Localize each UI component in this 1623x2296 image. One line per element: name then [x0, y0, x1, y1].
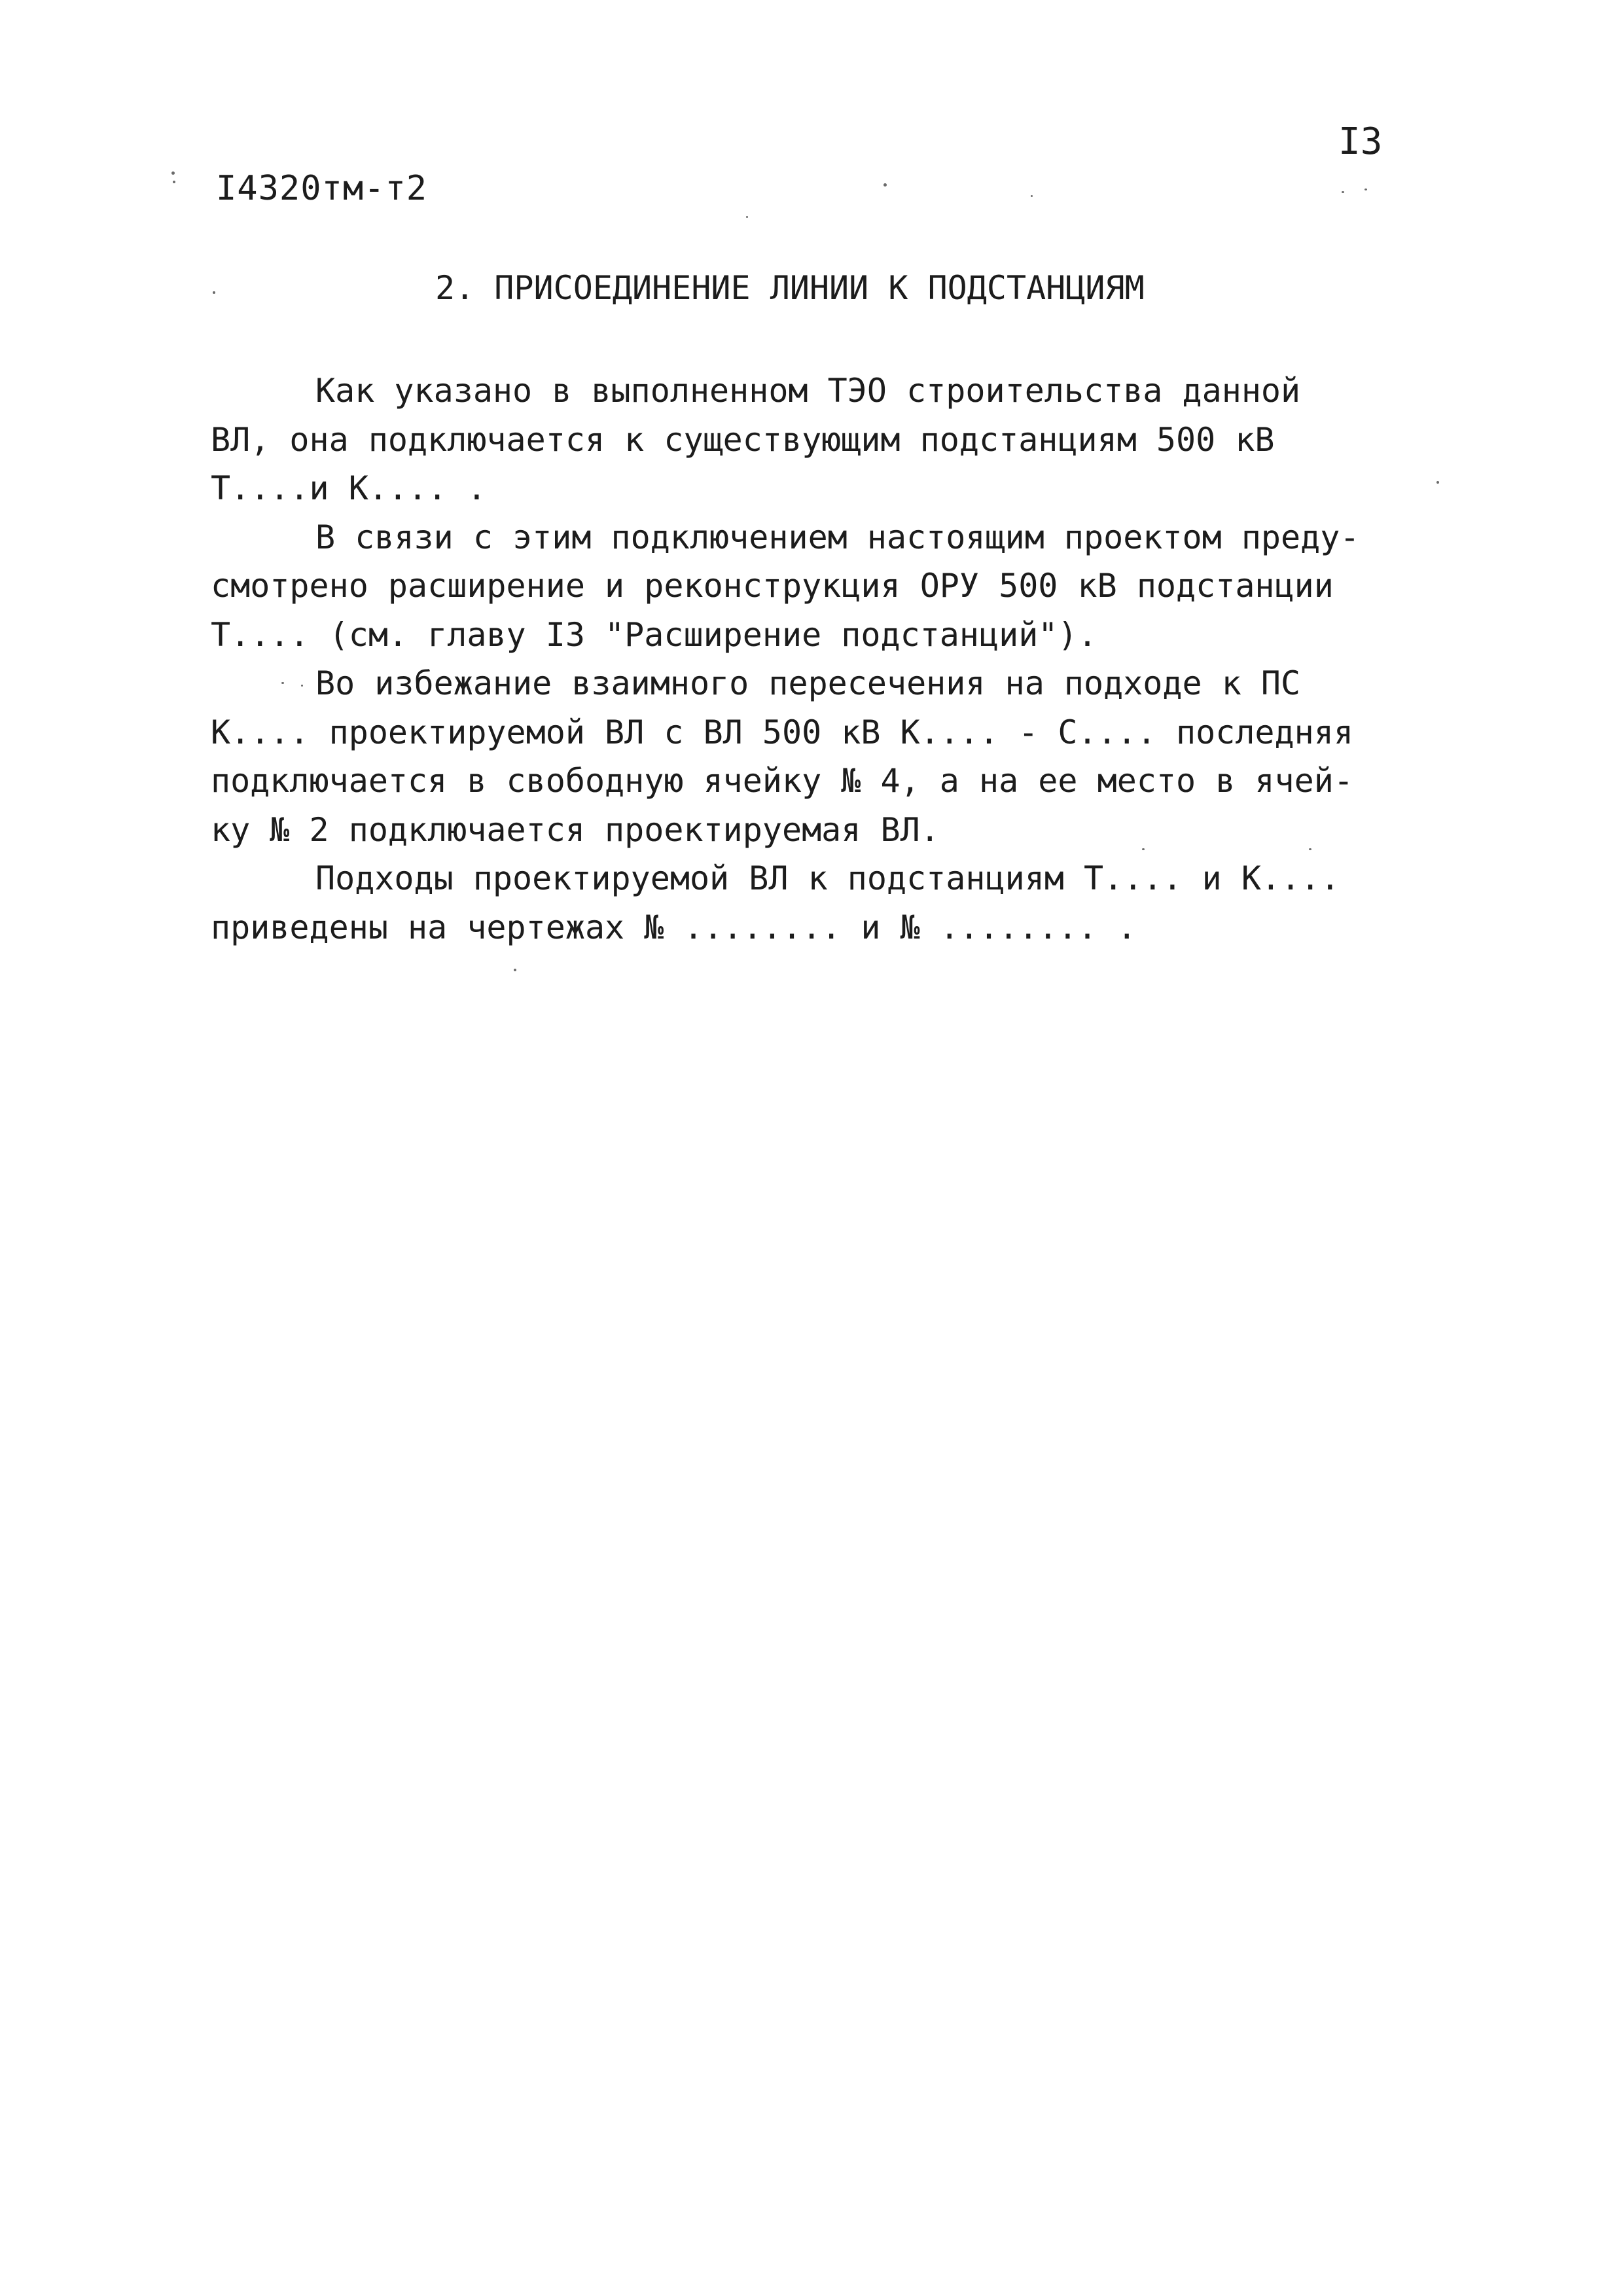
scan-speck: [514, 969, 516, 971]
paragraph-line: Т.... (см. главу I3 "Расширение подстанций").: [211, 615, 1097, 654]
scan-speck: [173, 181, 175, 183]
scan-speck: [1364, 188, 1367, 190]
body-text: [211, 367, 1415, 952]
paragraph-line: подключается в свободную ячейку № 4, а на ее место в ячей-: [211, 762, 1353, 800]
scan-speck: [281, 682, 284, 684]
paragraph-line: Т....и К.... .: [211, 469, 487, 507]
paragraph-line: смотрено расширение и реконструкция ОРУ 500 кВ подстанции: [211, 567, 1334, 605]
scan-speck: [213, 291, 215, 294]
paragraph-line: Во избежание взаимного пересечения на подходе к ПС: [315, 664, 1301, 702]
paragraph-line: Как указано в выполненном ТЭО строительства данной: [315, 372, 1301, 410]
scan-speck: [883, 183, 887, 187]
scan-speck: [1342, 191, 1344, 193]
paragraph-line: К.... проектируемой ВЛ с ВЛ 500 кВ К.... - С.... последняя: [211, 713, 1353, 751]
scan-speck: [1031, 195, 1033, 197]
scan-speck: [1436, 481, 1439, 484]
scan-speck: [171, 171, 175, 175]
scan-speck: [301, 685, 303, 687]
document-code: I4320тм-т2: [216, 169, 428, 208]
section-title: 2. ПРИСОЕДИНЕНИЕ ЛИНИИ К ПОДСТАНЦИЯМ: [435, 269, 1145, 307]
scan-speck: [746, 216, 748, 218]
scan-speck: [1309, 848, 1311, 850]
paragraph-line: ВЛ, она подключается к существующим подстанциям 500 кВ: [211, 420, 1275, 459]
page-number: I3: [1338, 120, 1383, 163]
paragraph-line: В связи с этим подключением настоящим проектом преду-: [315, 518, 1360, 556]
paragraph-line: Подходы проектируемой ВЛ к подстанциям Т.... и К....: [315, 859, 1340, 897]
scan-speck: [1142, 848, 1145, 850]
paragraph-line: приведены на чертежах № ........ и № ........ .: [211, 908, 1137, 946]
paragraph-line: ку № 2 подключается проектируемая ВЛ.: [211, 810, 940, 849]
